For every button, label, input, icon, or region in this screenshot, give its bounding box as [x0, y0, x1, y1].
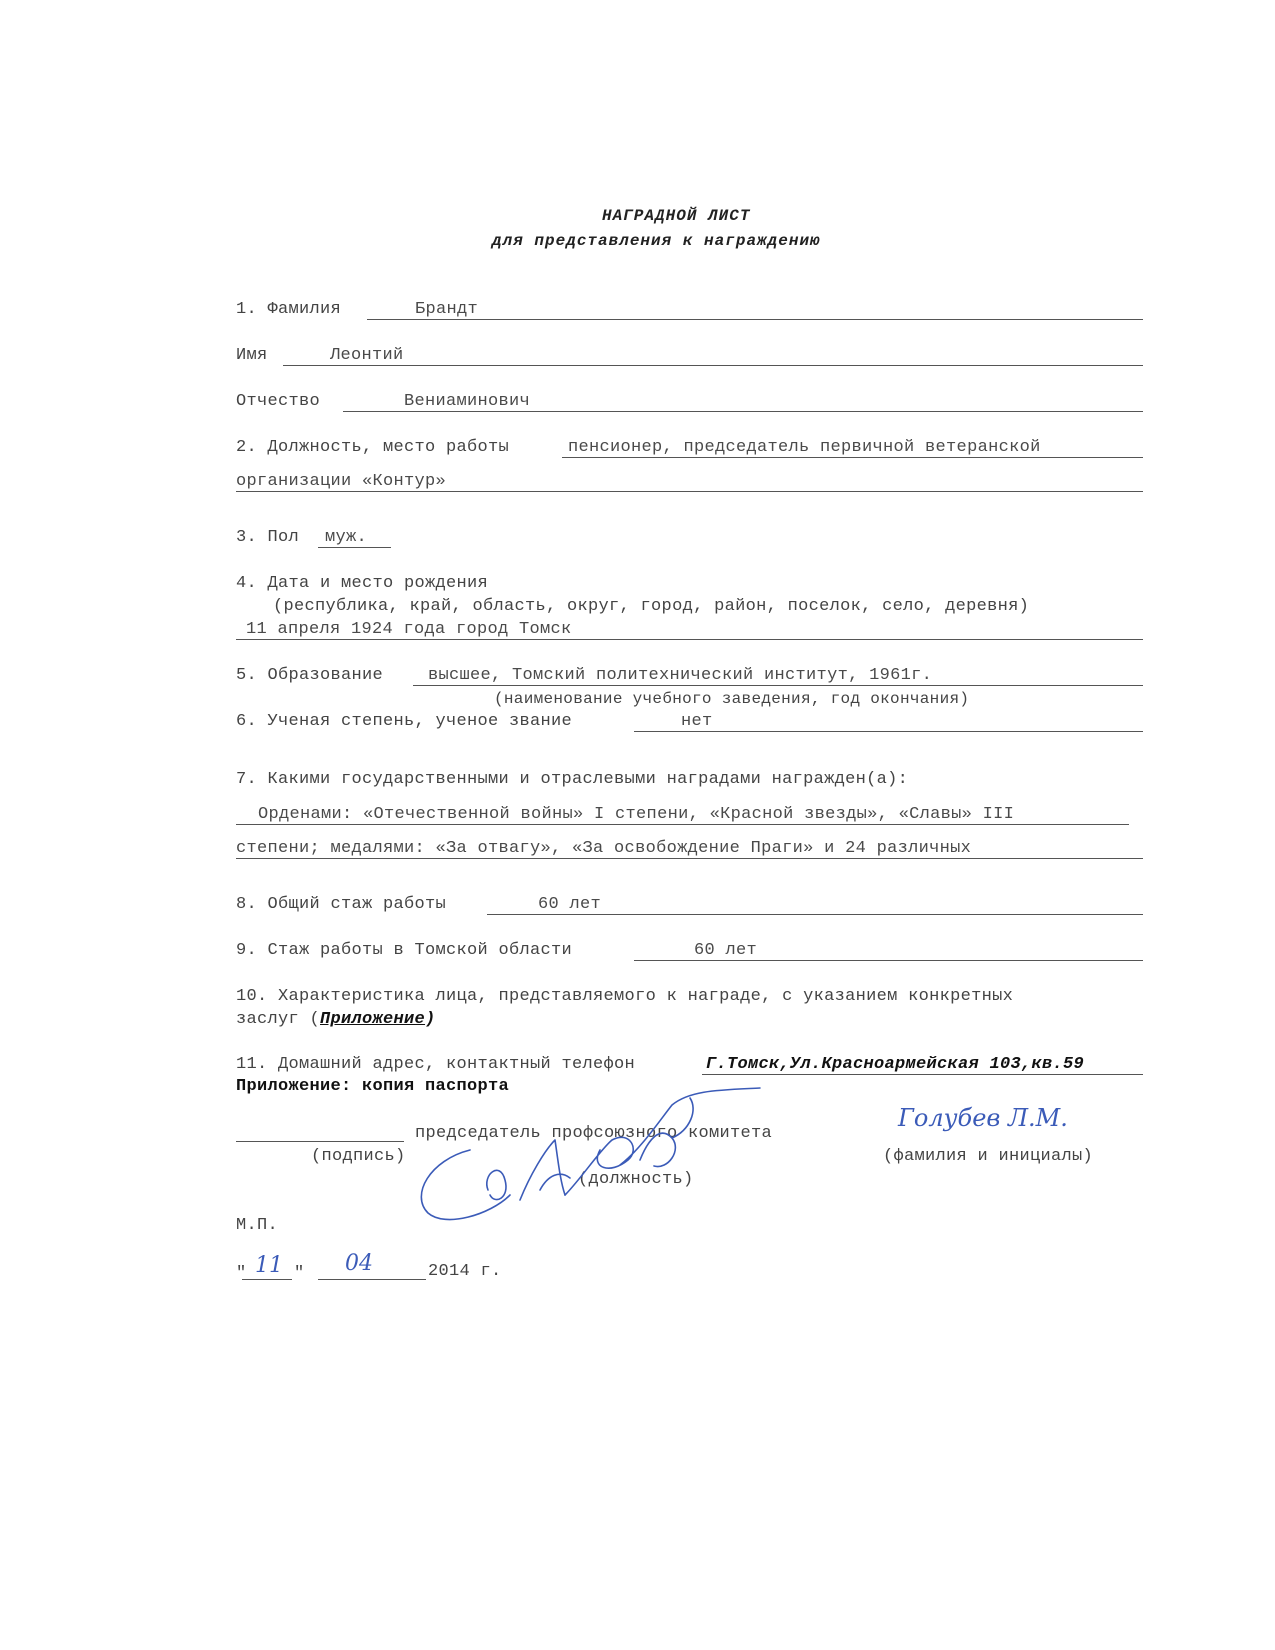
position-caption: (должность): [578, 1170, 694, 1189]
signature-stroke: [620, 1088, 760, 1165]
signature-stroke: [640, 1133, 675, 1166]
birth-value: 11 апреля 1924 года город Томск: [246, 620, 572, 639]
signature-stroke: [487, 1170, 506, 1199]
address-value: Г.Томск,Ул.Красноармейская 103,кв.59: [706, 1055, 1085, 1074]
degree-value: нет: [681, 712, 713, 731]
birth-hint: (республика, край, область, округ, город, район, поселок, село, деревня): [273, 597, 1030, 616]
education-hint: (наименование учебного заведения, год окончания): [494, 690, 970, 708]
sex-label: 3. Пол: [236, 528, 300, 547]
date-year: 2014 г.: [428, 1262, 502, 1281]
awards-line2: степени; медалями: «За отвагу», «За освобождение Праги» и 24 различных: [236, 839, 972, 858]
patronymic-value: Вениаминович: [404, 392, 531, 411]
name-caption: (фамилия и инициалы): [883, 1147, 1094, 1166]
date-quote-open: ": [236, 1264, 247, 1283]
position-label: 2. Должность, место работы: [236, 438, 510, 457]
document-subtitle: для представления к награждению: [492, 232, 821, 250]
date-month: 04: [345, 1251, 373, 1276]
education-value: высшее, Томский политехнический институт, 1961г.: [428, 666, 933, 685]
awards-label: 7. Какими государственными и отраслевыми наградами награжден(а):: [236, 770, 909, 789]
name-value: Леонтий: [330, 346, 404, 365]
signature-stroke: [672, 1098, 693, 1138]
tomsk-exp-value: 60 лет: [694, 941, 758, 960]
characteristic-suffix: ): [425, 1010, 436, 1029]
name-label: Имя: [236, 346, 268, 365]
characteristic-attachment-ref: Приложение: [320, 1010, 426, 1029]
signature-stroke: [421, 1150, 510, 1220]
sex-value: муж.: [325, 528, 368, 547]
signature-stroke: [565, 1137, 633, 1195]
signature-stroke: [520, 1140, 565, 1200]
degree-label: 6. Ученая степень, ученое звание: [236, 712, 573, 731]
characteristic-prefix: заслуг (: [236, 1010, 321, 1029]
date-quote-close: ": [294, 1264, 305, 1283]
birth-label: 4. Дата и место рождения: [236, 574, 489, 593]
signature-stroke: [540, 1174, 570, 1190]
attachment-note: Приложение: копия паспорта: [236, 1077, 510, 1096]
total-exp-value: 60 лет: [538, 895, 602, 914]
education-label: 5. Образование: [236, 666, 384, 685]
characteristic-label: 10. Характеристика лица, представляемого к награде, с указанием конкретных: [236, 987, 1014, 1006]
address-label: 11. Домашний адрес, контактный телефон: [236, 1055, 636, 1074]
patronymic-label: Отчество: [236, 392, 321, 411]
signer-position: председатель профсоюзного комитета: [415, 1124, 773, 1143]
position-value-line2: организации «Контур»: [236, 472, 447, 491]
total-exp-label: 8. Общий стаж работы: [236, 895, 447, 914]
stamp-label: М.П.: [236, 1216, 279, 1235]
signature-caption: (подпись): [311, 1147, 406, 1166]
surname-value: Брандт: [415, 300, 479, 319]
tomsk-exp-label: 9. Стаж работы в Томской области: [236, 941, 573, 960]
awards-line1: Орденами: «Отечественной войны» I степени, «Красной звезды», «Славы» III: [258, 805, 1015, 824]
date-day: 11: [255, 1253, 283, 1278]
position-value-line1: пенсионер, председатель первичной ветеранской: [568, 438, 1041, 457]
handwritten-signer-name: Голубев Л.М.: [898, 1104, 1068, 1132]
document-title: НАГРАДНОЙ ЛИСТ: [602, 207, 751, 225]
surname-label: 1. Фамилия: [236, 300, 342, 319]
